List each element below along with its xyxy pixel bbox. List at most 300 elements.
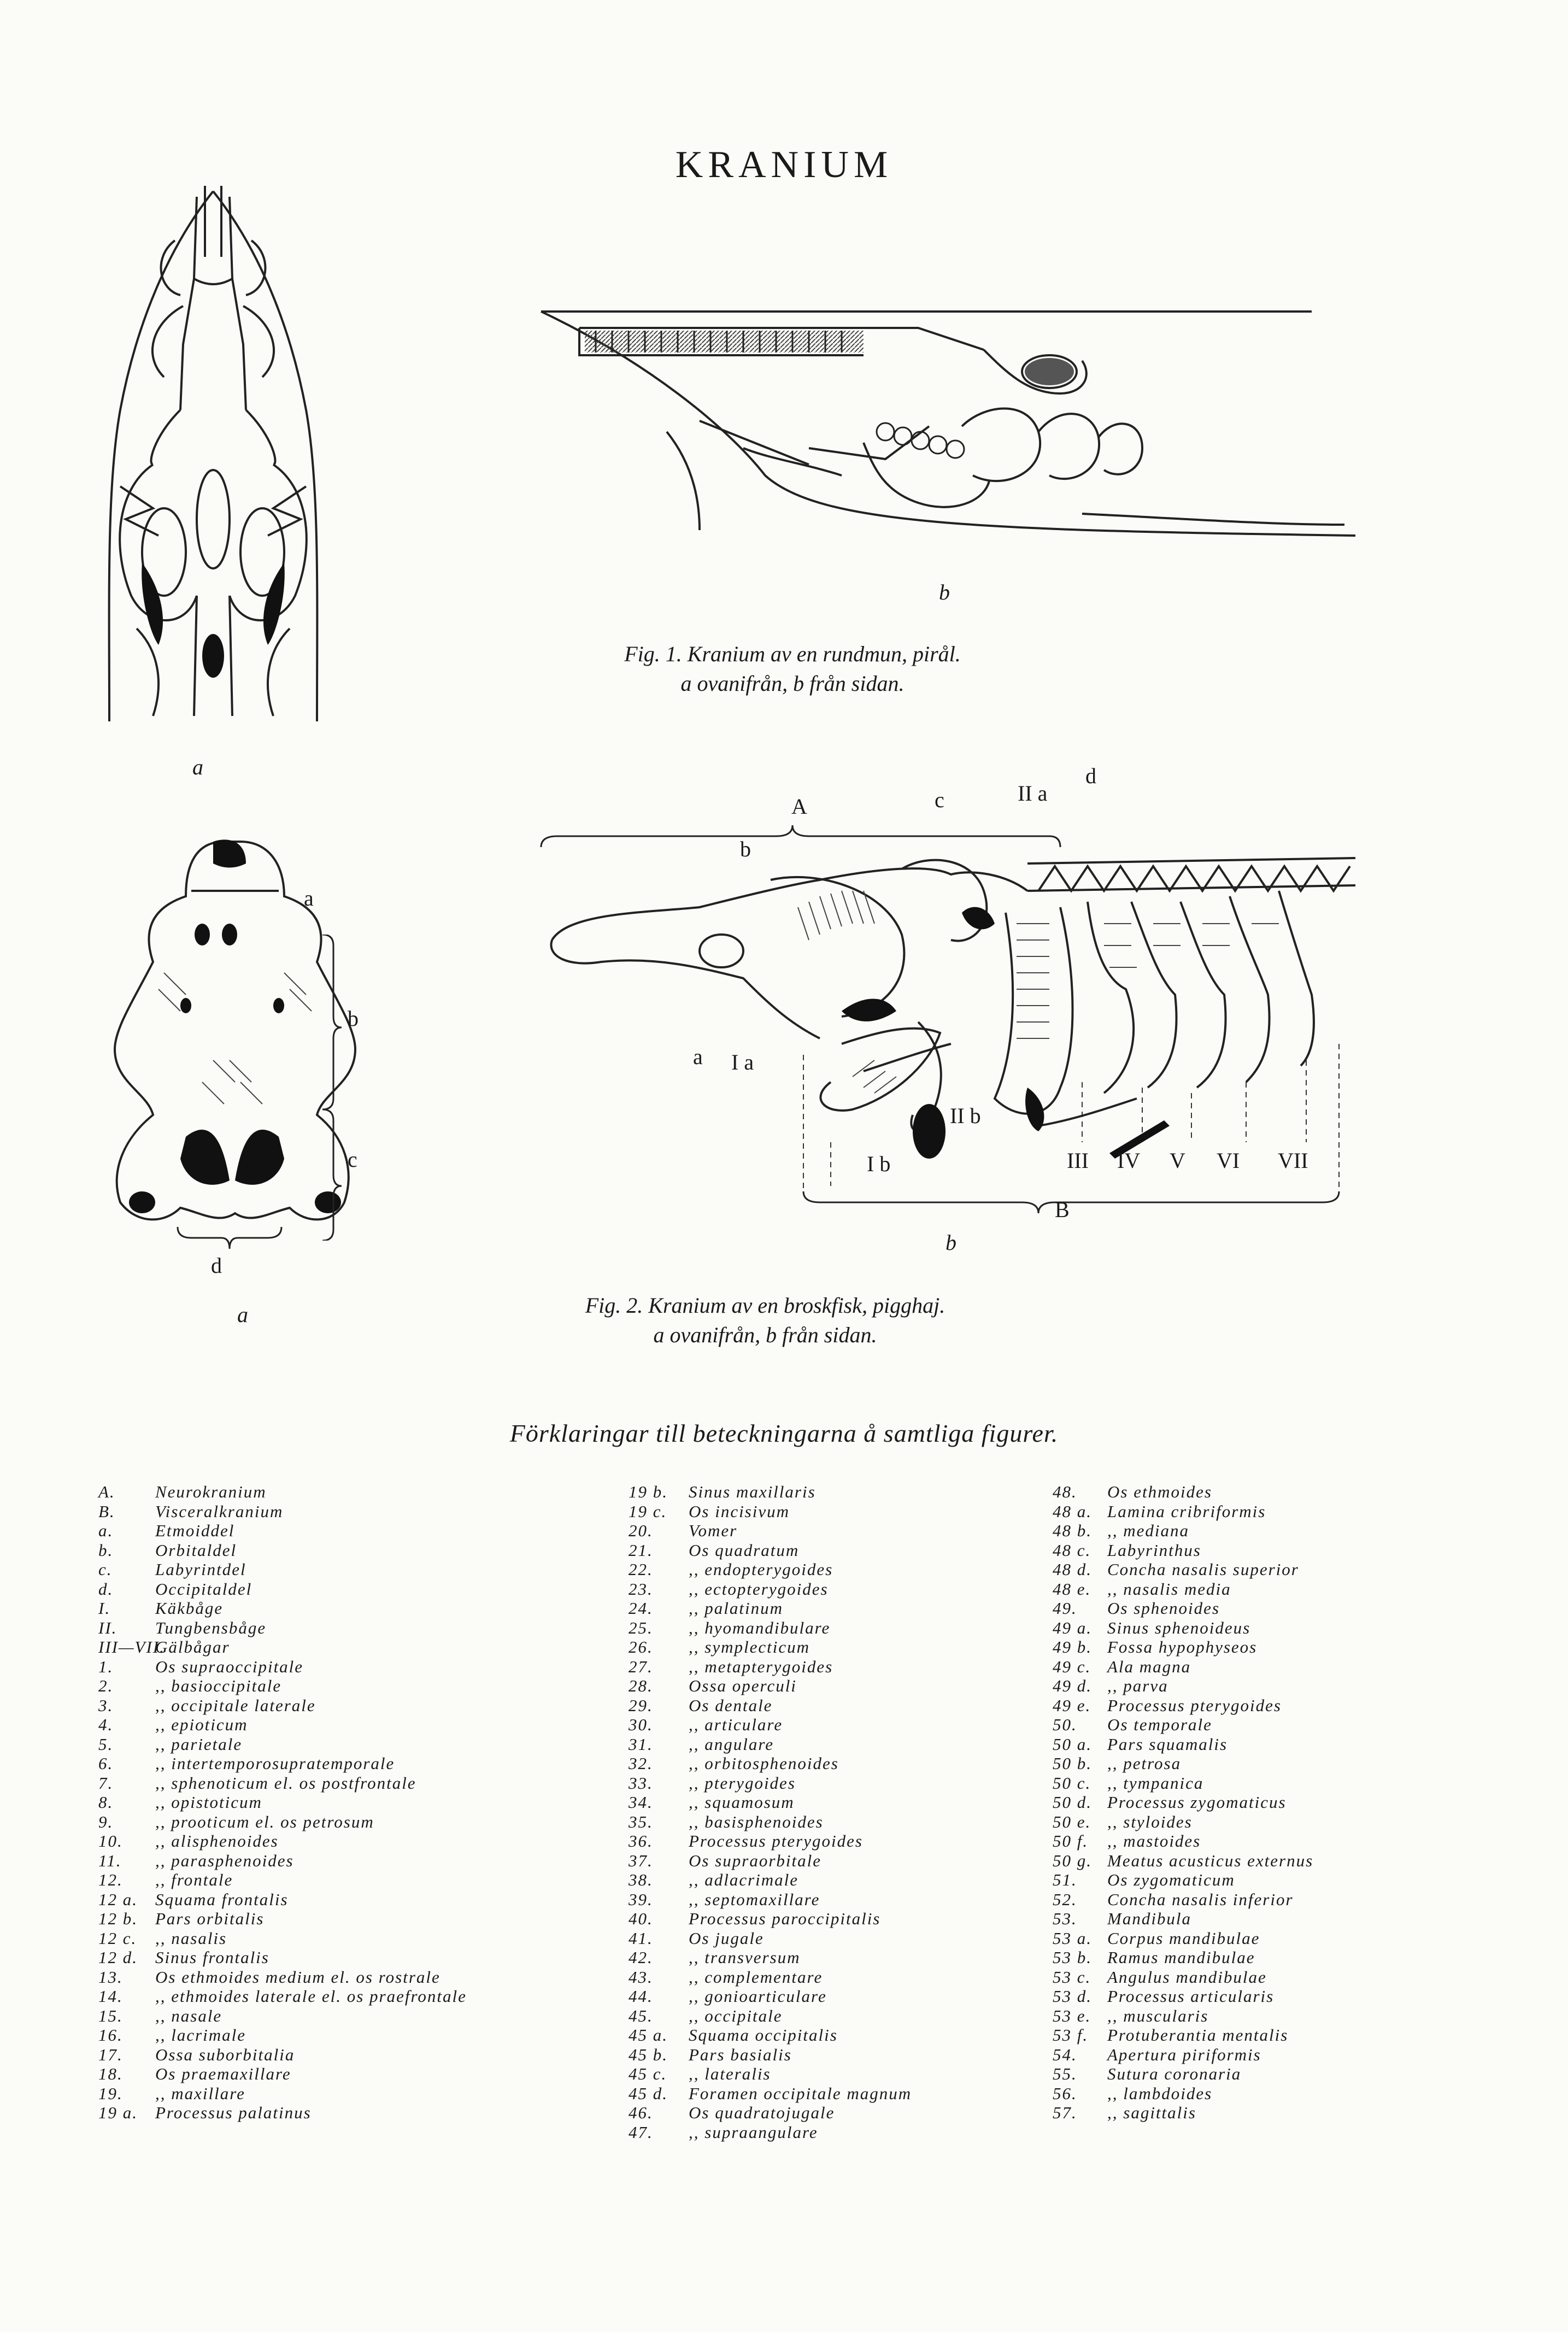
legend-entry — [98, 1599, 467, 1618]
legend-entry-key: 23. — [629, 1579, 653, 1599]
legend-heading: Förklaringar till beteckningarna å samtliga figurer. — [509, 1419, 1059, 1447]
legend-entry-term: Neurokranium — [155, 1482, 267, 1501]
legend-entry-term: Os quadratojugale — [689, 2103, 835, 2122]
legend-entry-key: 35. — [629, 1812, 653, 1831]
legend-entry-term: Os temporale — [1107, 1715, 1212, 1734]
legend-entry-term: Os supraorbitale — [689, 1851, 821, 1870]
legend-entry-term: ,, orbitosphenoides — [689, 1754, 839, 1773]
legend-entry-term: Meatus acusticus externus — [1107, 1851, 1314, 1870]
legend-entry — [1053, 1948, 1313, 1967]
legend-entry-term: Ossa operculi — [689, 1676, 797, 1695]
fig2-caption-line1: Fig. 2. Kranium av en broskfisk, pigghaj. — [585, 1293, 946, 1318]
legend-entry — [98, 1735, 467, 1754]
legend-entry-term: Os quadratum — [689, 1540, 800, 1560]
legend-entry-key: A. — [98, 1482, 115, 1501]
legend-entry-key: 49. — [1053, 1599, 1077, 1618]
fig2b-label-V: V — [1170, 1148, 1185, 1173]
legend-entry-key: 24. — [629, 1599, 653, 1618]
legend-column-2 — [629, 1482, 912, 2142]
legend-entry — [1053, 1676, 1313, 1696]
legend-entry-term: Visceralkranium — [155, 1501, 284, 1521]
legend-entry-key: 45. — [629, 2006, 653, 2025]
legend-entry-term: ,, tympanica — [1107, 1773, 1204, 1793]
legend-entry — [629, 1987, 912, 2006]
legend-entry — [629, 1696, 912, 1716]
legend-entry — [1053, 1793, 1313, 1812]
legend-entry-key: 38. — [629, 1870, 653, 1889]
fig1-caption — [465, 639, 1120, 698]
legend-entry — [1053, 1754, 1313, 1773]
legend-entry — [98, 1676, 467, 1696]
page-title: KRANIUM — [675, 144, 893, 186]
legend-entry — [629, 1793, 912, 1812]
legend-entry — [98, 1521, 467, 1541]
legend-entry — [1053, 1715, 1313, 1735]
legend-entry — [98, 1929, 467, 1948]
fig2b-label-VII: VII — [1278, 1148, 1308, 1173]
legend-entry — [98, 1967, 467, 1987]
legend-entry — [1053, 2064, 1313, 2084]
legend-entry-key: 30. — [629, 1715, 653, 1734]
legend-entry-key: 2. — [98, 1676, 114, 1695]
fig2b-label-c: c — [935, 788, 944, 812]
legend-entry-term: Sutura coronaria — [1107, 2064, 1242, 2083]
legend-entry-term: Os incisivum — [689, 1501, 790, 1521]
legend-entry-term: Processus articularis — [1107, 1987, 1275, 2006]
legend-entry-key: 53 e. — [1053, 2006, 1091, 2025]
legend-entry-key: 45 d. — [629, 2083, 668, 2103]
legend-entry-term: ,, sagittalis — [1107, 2103, 1196, 2122]
legend-entry — [98, 1831, 467, 1851]
legend-entry-term: ,, intertemporosupratemporale — [155, 1754, 395, 1773]
legend-entry-term: ,, articulare — [689, 1715, 783, 1734]
fig2b-label-B: B — [1055, 1197, 1070, 1222]
legend-entry-term: Os dentale — [689, 1695, 773, 1715]
legend-entry-term: ,, maxillare — [155, 2083, 245, 2103]
legend-entry-term: Processus zygomaticus — [1107, 1793, 1287, 1812]
legend-entry — [1053, 1502, 1313, 1522]
legend-entry — [98, 1773, 467, 1793]
legend-entry — [1053, 1987, 1313, 2006]
legend-entry-key: 47. — [629, 2122, 653, 2142]
fig2-caption — [437, 1291, 1093, 1350]
legend-entry-term: Vomer — [689, 1521, 738, 1540]
legend-entry-term: Angulus mandibulae — [1107, 1967, 1267, 1987]
legend-entry — [1053, 1831, 1313, 1851]
legend-entry-term: ,, nasalis media — [1107, 1579, 1231, 1599]
legend-entry-term: ,, gonioarticulare — [689, 1987, 827, 2006]
legend-entry — [629, 1618, 912, 1638]
legend-entry — [98, 1909, 467, 1929]
fig2b-label: b — [946, 1230, 956, 1255]
legend-entry-key: 53 c. — [1053, 1967, 1091, 1987]
legend-entry-term: ,, basisphenoides — [689, 1812, 824, 1831]
legend-entry-key: II. — [98, 1618, 118, 1637]
legend-entry-term: ,, angulare — [689, 1734, 774, 1754]
legend-entry-key: 53 f. — [1053, 2025, 1089, 2045]
legend-entry-key: 41. — [629, 1928, 653, 1948]
legend-entry-term: Labyrinthus — [1107, 1540, 1201, 1560]
legend-entry — [629, 2045, 912, 2065]
legend-entry-key: 44. — [629, 1987, 653, 2006]
legend-entry-term: ,, mediana — [1107, 1521, 1190, 1540]
legend-entry-term: ,, lambdoides — [1107, 2083, 1213, 2103]
legend-entry — [98, 1657, 467, 1677]
legend-entry-key: 45 b. — [629, 2045, 668, 2064]
legend-entry-term: ,, parietale — [155, 1734, 243, 1754]
legend-entry-key: 45 a. — [629, 2025, 668, 2045]
legend-entry-key: 11. — [98, 1851, 122, 1870]
legend-entry — [629, 1870, 912, 1890]
legend-entry-key: 53 b. — [1053, 1948, 1092, 1967]
legend-entry-term: Labyrintdel — [155, 1560, 246, 1579]
legend-entry-term: Foramen occipitale magnum — [689, 2083, 912, 2103]
legend-entry-term: Pars orbitalis — [155, 1909, 265, 1928]
legend-entry-key: 32. — [629, 1754, 653, 1773]
legend-entry-key: 56. — [1053, 2083, 1077, 2103]
fig2b-label-b: b — [740, 837, 751, 861]
legend-entry-term: ,, frontale — [155, 1870, 233, 1889]
fig2b-label-d: d — [1085, 763, 1096, 788]
legend-entry-key: 48 e. — [1053, 1579, 1091, 1599]
legend-entry — [98, 2064, 467, 2084]
legend-entry-term: ,, adlacrimale — [689, 1870, 799, 1889]
legend-entry — [1053, 1657, 1313, 1677]
legend-entry — [1053, 2006, 1313, 2026]
legend-entry-term: Apertura piriformis — [1107, 2045, 1261, 2064]
fig2a-label-d: d — [211, 1253, 222, 1278]
legend-entry-term: Os sphenoides — [1107, 1599, 1220, 1618]
legend-entry-key: 52. — [1053, 1889, 1077, 1909]
legend-entry — [98, 2025, 467, 2045]
legend-entry-term: ,, basioccipitale — [155, 1676, 282, 1695]
legend-entry-term: ,, lacrimale — [155, 2025, 246, 2045]
legend-entry — [629, 1560, 912, 1579]
legend-entry — [98, 2084, 467, 2104]
legend-entry-key: 39. — [629, 1889, 653, 1909]
legend-entry-term: Protuberantia mentalis — [1107, 2025, 1289, 2045]
fig2b-label-Ib: I b — [867, 1152, 891, 1176]
legend-entry-key: 31. — [629, 1734, 653, 1754]
legend-entry-key: 48 d. — [1053, 1560, 1092, 1579]
legend-entry-key: 50 e. — [1053, 1812, 1091, 1831]
legend-entry-term: Sinus maxillaris — [689, 1482, 816, 1501]
legend-entry — [1053, 1599, 1313, 1618]
fig2a-label-a: a — [304, 886, 314, 911]
fig1a-drawing — [87, 180, 339, 749]
legend-entry — [629, 1676, 912, 1696]
legend-entry — [98, 1618, 467, 1638]
legend-entry-term: Processus pterygoides — [689, 1831, 863, 1851]
legend-entry-key: 40. — [629, 1909, 653, 1928]
legend-entry-term: Processus pterygoides — [1107, 1695, 1282, 1715]
fig1b-label: b — [939, 580, 950, 604]
legend-entry-key: 16. — [98, 2025, 123, 2045]
legend-entry-term: Ossa suborbitalia — [155, 2045, 295, 2064]
legend-entry — [629, 1715, 912, 1735]
legend-entry — [98, 1948, 467, 1967]
fig2b-label-a: a — [693, 1044, 703, 1069]
legend-entry — [629, 2123, 912, 2142]
fig2b-label-Ia: I a — [731, 1050, 754, 1074]
legend-entry-term: Os zygomaticum — [1107, 1870, 1235, 1889]
legend-entry — [1053, 1929, 1313, 1948]
legend-entry-term: ,, ectopterygoides — [689, 1579, 829, 1599]
legend-entry-term: ,, parva — [1107, 1676, 1168, 1695]
legend-entry — [98, 1870, 467, 1890]
legend-entry-key: 50 b. — [1053, 1754, 1092, 1773]
fig2a-label: a — [237, 1302, 248, 1327]
legend-entry-key: 1. — [98, 1657, 114, 1676]
legend-entry — [98, 1541, 467, 1560]
legend-entry — [629, 1599, 912, 1618]
legend-entry — [98, 1696, 467, 1716]
legend-entry-term: Corpus mandibulae — [1107, 1928, 1260, 1948]
legend-entry-key: 13. — [98, 1967, 123, 1987]
legend-entry-key: 50 f. — [1053, 1831, 1089, 1851]
fig2b-label-IV: IV — [1117, 1148, 1141, 1173]
legend-entry — [98, 1987, 467, 2006]
legend-entry-key: 42. — [629, 1948, 653, 1967]
legend-entry-key: 48 b. — [1053, 1521, 1092, 1540]
legend-entry — [98, 1754, 467, 1773]
legend-entry-key: 18. — [98, 2064, 123, 2083]
legend-entry-key: 53. — [1053, 1909, 1077, 1928]
fig2b-label-A: A — [791, 794, 807, 819]
legend-entry-key: 5. — [98, 1734, 114, 1754]
legend-entry-key: 19 b. — [629, 1482, 668, 1501]
legend-entry-key: 49 a. — [1053, 1618, 1092, 1637]
legend-entry-term: Käkbåge — [155, 1599, 224, 1618]
legend-entry — [98, 1637, 467, 1657]
legend-entry-term: Os jugale — [689, 1928, 764, 1948]
legend-entry-term: Sinus sphenoideus — [1107, 1618, 1251, 1637]
legend-entry-term: ,, prooticum el. os petrosum — [155, 1812, 374, 1831]
legend-entry-key: 27. — [629, 1657, 653, 1676]
legend-entry — [629, 2025, 912, 2045]
legend-entry — [629, 1851, 912, 1871]
legend-entry-term: Pars basialis — [689, 2045, 792, 2064]
legend-entry-key: 50. — [1053, 1715, 1077, 1734]
legend-column-3 — [1053, 1482, 1313, 2123]
legend-entry-key: 57. — [1053, 2103, 1077, 2122]
legend-entry-key: 51. — [1053, 1870, 1077, 1889]
legend-entry — [629, 1890, 912, 1910]
legend-entry — [1053, 1851, 1313, 1871]
legend-entry-term: Orbitaldel — [155, 1540, 237, 1560]
legend-entry — [1053, 1967, 1313, 1987]
legend-entry-key: 34. — [629, 1793, 653, 1812]
legend-entry-term: ,, alisphenoides — [155, 1831, 279, 1851]
legend-entry-term: Ramus mandibulae — [1107, 1948, 1255, 1967]
fig2-caption-line2: a ovanifrån, b från sidan. — [653, 1323, 877, 1347]
legend-entry — [98, 1502, 467, 1522]
fig1b-drawing — [536, 295, 1355, 568]
legend-entry-key: b. — [98, 1540, 114, 1560]
legend-entry — [629, 1735, 912, 1754]
legend-entry-term: ,, occipitale — [689, 2006, 783, 2025]
legend-entry-term: ,, lateralis — [689, 2064, 771, 2083]
legend-entry-key: a. — [98, 1521, 114, 1540]
legend-entry-key: 28. — [629, 1676, 653, 1695]
legend-entry-key: 21. — [629, 1540, 653, 1560]
legend-entry-key: 49 d. — [1053, 1676, 1092, 1695]
legend-entry — [629, 1521, 912, 1541]
legend-entry — [1053, 1890, 1313, 1910]
legend-entry-term: Occipitaldel — [155, 1579, 252, 1599]
legend-entry — [1053, 2084, 1313, 2104]
legend-entry-term: Fossa hypophyseos — [1107, 1637, 1258, 1657]
legend-entry-key: 22. — [629, 1560, 653, 1579]
legend-entry-key: 10. — [98, 1831, 123, 1851]
legend-entry-key: 50 d. — [1053, 1793, 1092, 1812]
legend-entry-key: 53 d. — [1053, 1987, 1092, 2006]
legend-entry-key: 25. — [629, 1618, 653, 1637]
legend-entry-term: ,, occipitale laterale — [155, 1695, 316, 1715]
legend-entry-term: Os ethmoides medium el. os rostrale — [155, 1967, 441, 1987]
fig1-caption-line1: Fig. 1. Kranium av en rundmun, pirål. — [624, 642, 961, 666]
legend-entry — [1053, 1735, 1313, 1754]
legend-entry — [1053, 1579, 1313, 1599]
legend-column-1 — [98, 1482, 467, 2123]
legend-entry-key: 12 c. — [98, 1928, 137, 1948]
legend-entry-term: Processus palatinus — [155, 2103, 312, 2122]
legend-entry-key: 6. — [98, 1754, 114, 1773]
legend-entry-term: ,, septomaxillare — [689, 1889, 820, 1909]
legend-entry — [1053, 1637, 1313, 1657]
legend-entry-term: ,, symplecticum — [689, 1637, 810, 1657]
legend-entry-key: 29. — [629, 1695, 653, 1715]
legend-entry-term: ,, mastoides — [1107, 1831, 1201, 1851]
legend-entry — [1053, 1696, 1313, 1716]
legend-entry-term: Os supraoccipitale — [155, 1657, 304, 1676]
legend-entry-key: 37. — [629, 1851, 653, 1870]
legend-entry-key: 33. — [629, 1773, 653, 1793]
legend-entry-term: ,, palatinum — [689, 1599, 783, 1618]
legend-entry — [629, 1948, 912, 1967]
legend-entry-term: Ala magna — [1107, 1657, 1191, 1676]
legend-entry-term: ,, parasphenoides — [155, 1851, 294, 1870]
legend-entry — [98, 1812, 467, 1832]
legend-entry — [98, 2103, 467, 2123]
legend-entry — [98, 1579, 467, 1599]
legend-entry — [629, 1909, 912, 1929]
legend-entry — [629, 1773, 912, 1793]
legend-entry-term: ,, endopterygoides — [689, 1560, 833, 1579]
legend-entry — [629, 2064, 912, 2084]
legend-entry-key: 48 a. — [1053, 1501, 1092, 1521]
legend-entry-term: Pars squamalis — [1107, 1734, 1228, 1754]
legend-entry-key: 46. — [629, 2103, 653, 2122]
legend-entry — [629, 1657, 912, 1677]
legend-entry-term: ,, hyomandibulare — [689, 1618, 831, 1637]
legend-entry — [1053, 2025, 1313, 2045]
legend-entry-term: Squama frontalis — [155, 1889, 289, 1909]
legend-entry-term: ,, squamosum — [689, 1793, 795, 1812]
fig1-caption-line2: a ovanifrån, b från sidan. — [680, 671, 905, 696]
legend-entry-key: 50 c. — [1053, 1773, 1091, 1793]
legend-entry-key: 9. — [98, 1812, 114, 1831]
legend-entry-term: ,, complementare — [689, 1967, 823, 1987]
legend-entry-term: ,, sphenoticum el. os postfrontale — [155, 1773, 416, 1793]
legend-entry-term: ,, nasalis — [155, 1928, 227, 1948]
legend-entry-key: 50 g. — [1053, 1851, 1092, 1870]
legend-entry-term: Gälbågar — [155, 1637, 230, 1657]
legend-entry-term: ,, supraangulare — [689, 2122, 818, 2142]
legend-entry-term: Sinus frontalis — [155, 1948, 269, 1967]
legend-entry-key: 7. — [98, 1773, 114, 1793]
legend-entry — [629, 2006, 912, 2026]
legend-entry-key: 4. — [98, 1715, 114, 1734]
legend-entry-term: ,, transversum — [689, 1948, 801, 1967]
legend-entry-key: B. — [98, 1501, 115, 1521]
legend-entry — [98, 1793, 467, 1812]
legend-entry-key: 12 d. — [98, 1948, 138, 1967]
legend-entry — [98, 1560, 467, 1579]
legend-entry — [629, 1482, 912, 1502]
legend-entry-term: Os praemaxillare — [155, 2064, 291, 2083]
legend-entry-key: 45 c. — [629, 2064, 667, 2083]
legend-entry-key: 20. — [629, 1521, 653, 1540]
legend-entry — [98, 1715, 467, 1735]
legend-entry-term: ,, styloides — [1107, 1812, 1193, 1831]
legend-entry — [629, 1754, 912, 1773]
legend-entry-key: 36. — [629, 1831, 653, 1851]
legend-entry — [98, 1482, 467, 1502]
legend-entry-term: Squama occipitalis — [689, 2025, 838, 2045]
legend-entry-key: 12 b. — [98, 1909, 138, 1928]
legend-entry-term: ,, opistoticum — [155, 1793, 262, 1812]
legend-entry-term: ,, nasale — [155, 2006, 222, 2025]
legend-entry-term: Concha nasalis inferior — [1107, 1889, 1294, 1909]
legend-entry-term: ,, epioticum — [155, 1715, 248, 1734]
legend-entry-key: 49 c. — [1053, 1657, 1091, 1676]
legend-entry — [98, 2045, 467, 2065]
legend-entry — [1053, 1618, 1313, 1638]
legend-entry-term: Processus paroccipitalis — [689, 1909, 881, 1928]
fig2a-brackets — [317, 935, 361, 1241]
legend-entry — [629, 1637, 912, 1657]
legend-entry-term: ,, ethmoides laterale el. os praefrontale — [155, 1987, 467, 2006]
legend-entry — [629, 1502, 912, 1522]
legend-entry-key: 48. — [1053, 1482, 1077, 1501]
legend-entry-key: 3. — [98, 1695, 114, 1715]
fig2b-label-IIa: II a — [1018, 781, 1048, 806]
legend-entry — [1053, 1541, 1313, 1560]
legend-entry-key: 55. — [1053, 2064, 1077, 2083]
legend-entry — [629, 1831, 912, 1851]
legend-entry — [1053, 1909, 1313, 1929]
legend-entry — [629, 2084, 912, 2104]
fig2b-label-IIb: II b — [950, 1103, 981, 1128]
legend-entry-term: Tungbensbåge — [155, 1618, 267, 1637]
fig1a-label: a — [192, 755, 203, 779]
fig2a-bottom-bracket — [175, 1224, 284, 1257]
legend-entry-key: 14. — [98, 1987, 123, 2006]
legend-entry — [1053, 1521, 1313, 1541]
legend-entry-key: 26. — [629, 1637, 653, 1657]
legend-entry-key: 12 a. — [98, 1889, 138, 1909]
legend-entry-key: I. — [98, 1599, 111, 1618]
legend-entry-key: 54. — [1053, 2045, 1077, 2064]
legend-entry-key: 19. — [98, 2083, 123, 2103]
legend-entry-term: ,, metapterygoides — [689, 1657, 833, 1676]
legend-entry — [629, 1812, 912, 1832]
legend-entry-term: ,, pterygoides — [689, 1773, 796, 1793]
legend-entry-term: Mandibula — [1107, 1909, 1192, 1928]
legend-entry — [98, 2006, 467, 2026]
legend-entry — [629, 1541, 912, 1560]
